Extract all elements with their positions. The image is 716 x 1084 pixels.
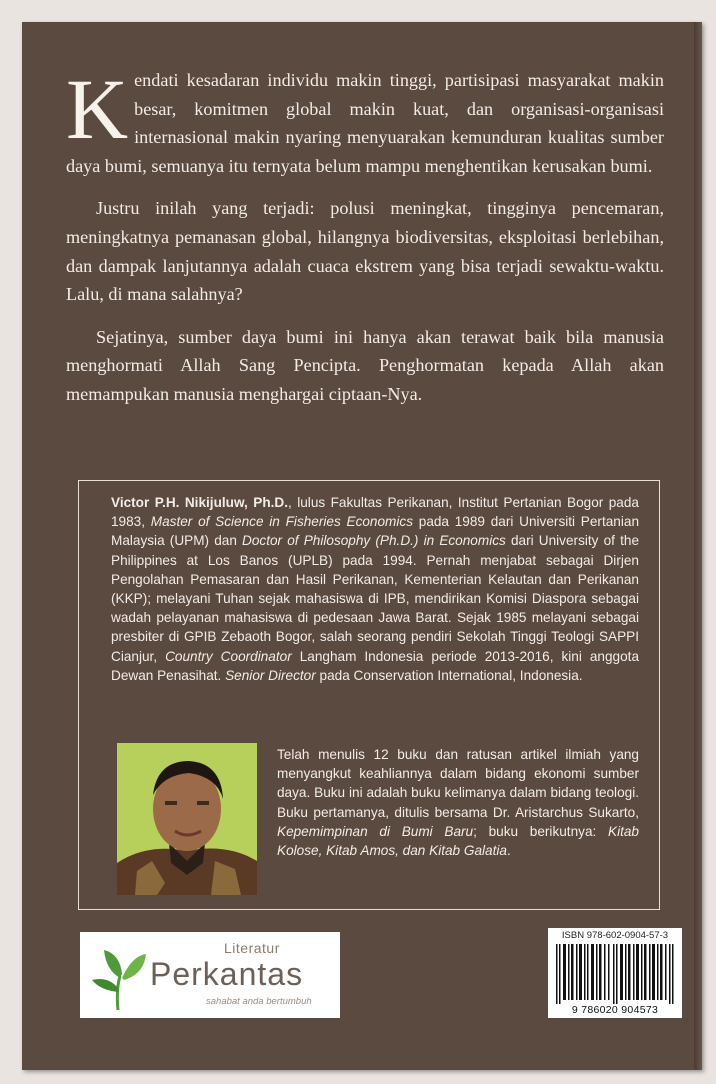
author-box bbox=[78, 480, 660, 910]
barcode-bars bbox=[556, 944, 674, 1004]
author-name: Victor P.H. Nikijuluw, Ph.D. bbox=[111, 495, 288, 510]
blurb bbox=[66, 61, 664, 423]
bio-text-4: Langham Indonesia periode 2013-2016, kini anggota Dewan Penasihat. bbox=[111, 648, 639, 683]
blurb-paragraph-1 bbox=[66, 61, 664, 180]
drop-cap: K bbox=[66, 61, 129, 157]
publisher-logo bbox=[80, 932, 340, 1018]
bio2-italic-1: Kepemimpinan di Bumi Baru bbox=[277, 823, 474, 839]
author-bio-continued bbox=[277, 745, 639, 860]
blurb-p1-text: endati kesadaran individu makin tinggi, partisipasi masyarakat makin besar, komitmen global makin kuat, dan organisasi-organisasi internasional makin nyaring menyuarakan kemunduran kualitas sumber daya bumi, semuanya itu ternyata belum mampu menghentikan kerusakan bumi. bbox=[66, 70, 664, 176]
publisher-line1: Literatur bbox=[224, 940, 280, 956]
bio-italic-1: Master of Science in Fisheries Economics bbox=[150, 514, 413, 530]
publisher-tagline: sahabat anda bertumbuh bbox=[206, 996, 312, 1007]
cover-edge bbox=[694, 22, 702, 1070]
author-bio bbox=[111, 493, 639, 685]
blurb-paragraph-2: Justru inilah yang terjadi: polusi meningkat, tingginya pencemaran, meningkatnya pemanasan global, hilangnya biodiversitas, eksploitasi berlebihan, dan dampak lanjutannya adalah cuaca ekstrem yang bisa terjadi sewaktu-waktu. Lalu, di mana salahnya? bbox=[66, 198, 664, 305]
isbn-barcode bbox=[548, 928, 682, 1018]
leaf-icon bbox=[86, 940, 150, 1012]
bio-italic-3: Country Coordinator bbox=[165, 648, 292, 664]
author-photo bbox=[117, 743, 257, 895]
bio-italic-4: Senior Director bbox=[225, 667, 316, 683]
back-cover bbox=[22, 22, 702, 1070]
bio2-text-3: . bbox=[506, 843, 511, 859]
bio-text-2: pada 1989 dari Universiti Pertanian Malaysia (UPM) dan bbox=[111, 514, 639, 549]
isbn-number: 9 786020 904573 bbox=[571, 1004, 659, 1016]
bio-text-3: dari University of the Philippines at Los Banos (UPLB) pada 1994. Pernah menjabat sebagai Dirjen Pengolahan Pemasaran dan Hasil Perikanan, Kementerian Kelautan dan Perikanan (KKP); melayani Tuhan sejak mahasiswa di IPB, mendirikan Komisi Diaspora sebagai wadah pelayanan mahasiswa di pedesaan Jawa Barat. Sejak 1985 melayani sebagai presbiter di GPIB Zebaoth Bogor, salah seorang pendiri Sekolah Tinggi Teologi SAPPI Cianjur, bbox=[111, 533, 639, 664]
bio-italic-2: Doctor of Philosophy (Ph.D.) in Economics bbox=[242, 533, 506, 549]
isbn-label: ISBN 978-602-0904-57-3 bbox=[561, 930, 669, 941]
bio2-text-2: ; buku berikutnya: bbox=[473, 823, 608, 839]
bio2-text-1: Telah menulis 12 buku dan ratusan artikel ilmiah yang menyangkut keahliannya dalam bidang ekonomi sumber daya. Buku ini adalah buku kelimanya dalam bidang teologi. Buku pertamanya, ditulis bersama Dr. Aristarchus Sukarto, bbox=[277, 747, 639, 820]
bio2-italic-2: Kitab Kolose, Kitab Amos, dan Kitab Galatia bbox=[277, 823, 639, 859]
bio-text-1: , lulus Fakultas Perikanan, Institut Pertanian Bogor pada 1983, bbox=[111, 495, 639, 530]
publisher-name: Perkantas bbox=[150, 956, 304, 992]
bio-text-5: pada Conservation International, Indonesia. bbox=[315, 667, 583, 683]
blurb-paragraph-3: Sejatinya, sumber daya bumi ini hanya akan terawat baik bila manusia menghormati Allah Sang Pencipta. Penghormatan kepada Allah akan memampukan manusia menghargai ciptaan-Nya. bbox=[66, 326, 664, 404]
